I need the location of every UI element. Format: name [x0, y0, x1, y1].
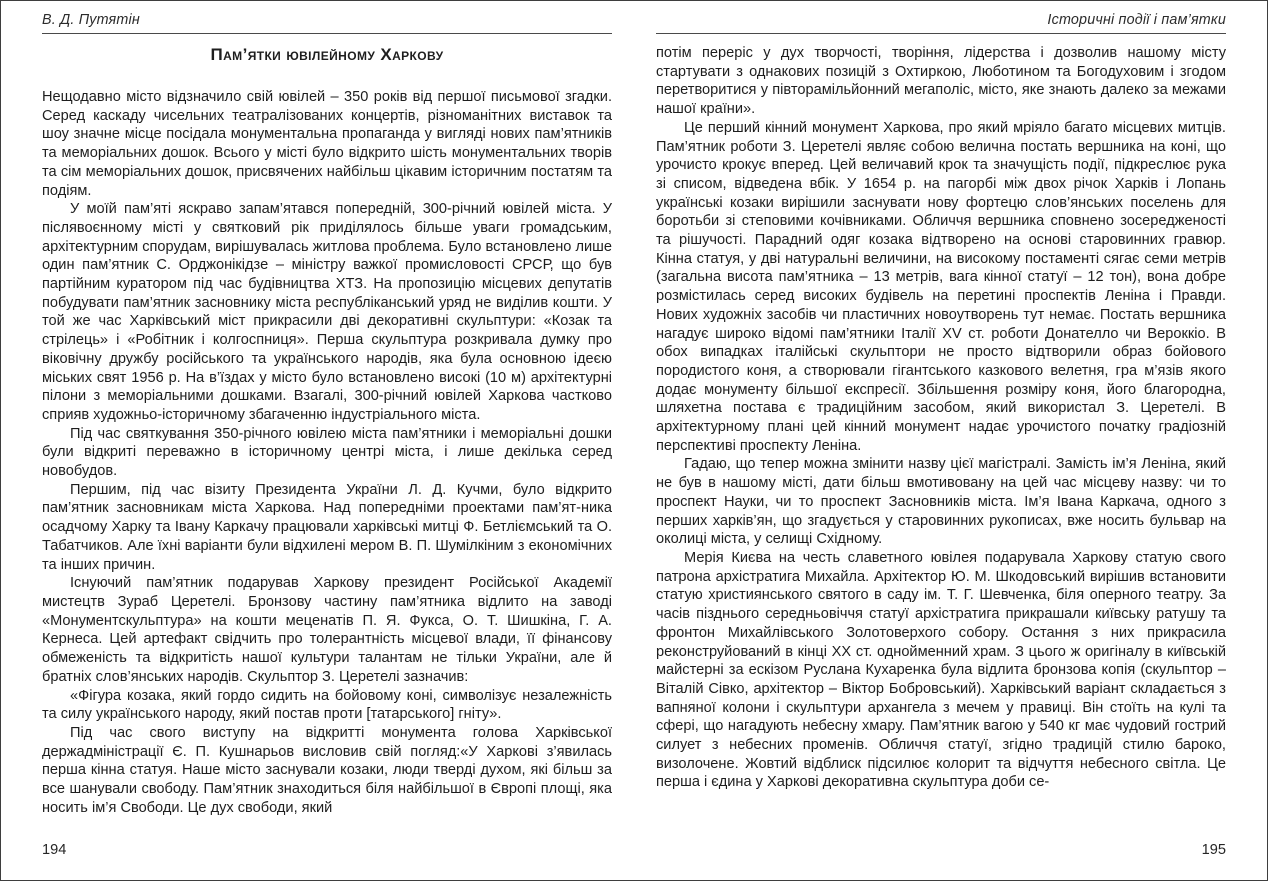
page-number: 195	[1201, 842, 1226, 858]
running-header-author: В. Д. Путятін	[42, 12, 140, 28]
right-page-body	[656, 34, 1226, 842]
page-number: 194	[42, 842, 67, 858]
body-paragraph: Мерія Києва на честь славетного ювілея подарувала Харкову статую свого патрона архістратига Михайла. Архітектор Ю. М. Шкодовський вирішив встановити статую християнського святого в саду ім. Т. Г. Шевченка, біля оперного театру. За часів пізднього середньовіччя статуї архістратига прикрашали київську ратушу та фронтон Михайлівського Золотоверхого собору. Остання з них прикрасила реконструйований в кінці ХХ ст. однойменний храм. З цього ж оригіналу в київській майстерні за ескізом Руслана Кухаренка була відлита бронзова копія (скульптор – Віталій Сівко, архітектор – Віктор Бобровський). Харківський варіант складається з вапняної колони і скульптури архангела з мечем у правиці. Він стоїть на кулі та сфері, що нагадують небесну хмару. Пам’ятник вагою у 540 кг має чудовий гострий силует з небесних променів. Обличчя статуї, згідно традицій стилю бароко, визолочене. Жовтий відблиск підсилює колорит та відчуття небесного світла. Це перша і єдина у Харкові декоративна скульптура доби се-	[656, 549, 1226, 791]
chapter-title: Пам’ятки ювілейному Харкову	[210, 45, 444, 64]
right-page-header	[656, 1, 1226, 34]
body-paragraph: У моїй пам’яті яскраво запам’ятався попередній, 300-річний ювілей міста. У післявоєнному місті у святковий рік приділялось більше уваги громадським, архітектурним спорудам, вирішувалась житлова проблема. Було встановлено лише один пам’ятник С. Орджонікідзе – міністру важкої промисловості СРСР, що був партійним куратором під час будівництва ХТЗ. На пропозицію місцевих депутатів побудувати пам’ятник засновнику міста республіканський уряд не виділив кошти. У той же час Харківський міст прикрасили дві декоративні скульптури: «Козак та стрілець» і «Робітник і колгоспниця». Перша скульптура розкривала думку про віковічну дружбу російського та українського народів, яка була основною ідеєю міських свят 1956 р. На в’їздах у місто було встановлено високі (10 м) архітектурні пілони з меморіальними дошками. Взагалі, 300-річний ювілей Харкова частково сприяв художньо-історичному збагаченню індустріального міста.	[42, 201, 612, 423]
body-paragraph: Гадаю, що тепер можна змінити назву цієї магістралі. Замість ім’я Леніна, який не був в нашому місті, дати більш вмотивовану на цей час місцеву назву: чи то проспект Науки, чи то проспект Засновників міста. Ім’я Івана Каркача, одного з перших харків’ян, що згадується у старовинних рукописах, вже носить бульвар на околиці міста, у селищі Східному.	[656, 456, 1226, 548]
body-paragraph: Це перший кінний монумент Харкова, про який мріяло багато місцевих митців. Пам’ятник роботи З. Церетелі являє собою велична постать вершника на коні, що урочисто крокує вперед. Цей величавий крок та значущість події, підкреслює рука зі списом, відведена вбік. У 1654 р. на пагорбі між двох річок Харків і Лопань українські козаки вирішили заснувати нову фортецю слов’янських поселень для боротьби зі степовими кочівниками. Обличчя вершника сповнено зосередженості та рішучості. Парадний одяг козака відтворено на основі старовинних гравюр. Кінна статуя, у дві натуральні величини, на високому постаменті сягає семи метрів (загальна висота пам’ятника – 13 метрів, вага кінної статуї – 12 тон), вона добре розмістилась серед високих будівель на перетині проспектів Леніна і Правди. Нових художніх засобів чи пластичних новоутворень тут немає. Постать вершника нагадує широко відомі пам’ятники Італії XV ст. роботи Донателло чи Вероккіо. В обох випадках італійські скульптори не просто відтворили образ бойового породистого коня, а створювали гігантського казкового велетня, гра м’язів якого додає монументу більшої експресії. Збільшення розміру коня, його благородна, шляхетна постава є традиційним засобом, який використал З. Церетелі. В архітектурному плані цей кінний монумент надає урочистого початку градіозній перспективі проспекту Леніна.	[656, 119, 1226, 454]
left-page-footer	[42, 842, 612, 880]
right-page	[656, 1, 1226, 880]
body-paragraph: Під час свого виступу на відкритті монумента голова Харківської держадміністрації Є. П. Кушнарьов висловив свій погляд:«У Харкові з’явилась перша кінна статуя. Наше місто заснували козаки, люди тверді духом, які більш за все шанували свободу. Пам’ятник знаходиться біля найбільшої в Європі площі, яка носить ім’я Свободи. Це дух свободи, який	[42, 724, 612, 816]
body-paragraph: потім переріс у дух творчості, творіння, лідерства і дозволив нашому місту стартувати з однакових позицій з Охтиркою, Люботином та Богодуховим і згодом перетворитися у півторамільйонний мегаполіс, місто, яке знають далеко за межами нашої країни».	[656, 45, 1226, 118]
running-header-section: Історичні події і пам’ятки	[1047, 12, 1226, 28]
quote-paragraph: «Фігура козака, який гордо сидить на бойовому коні, символізує незалежність та силу українського народу, який постав проти [татарського] гніту».	[42, 687, 612, 723]
body-paragraph: Нещодавно місто відзначило свій ювілей – 350 років від першої письмової згадки. Серед каскаду чисельних театралізованих концертів, різноманітних виставок та шоу значне місце посідала монументальна пропаганда у вигляді нових пам’ятників та меморіальних дошок. Всього у місті було відкрито шість монументальних творів та сім меморіальних дошок, присвячених найбільш цікавим історичним постатям та подіям.	[42, 89, 612, 199]
right-page-footer	[656, 842, 1226, 880]
left-page-header	[42, 1, 612, 34]
body-paragraph: Під час святкування 350-річного ювілею міста пам’ятники і меморіальні дошки були відкриті переважно в історичному центрі міста, і лише декілька серед новобудов.	[42, 425, 612, 480]
body-paragraph: Першим, під час візиту Президента України Л. Д. Кучми, було відкрито пам’ятник засновникам міста Харкова. Над попередніми проектами пам’ят-ника осадчому Харку та Івану Каркачу працювали харківські митці Ф. Бетліємський та О. Табатчиков. Але їхні варіанти були відхилені мером В. П. Шумілкіним з економічних та інших причин.	[42, 481, 612, 573]
left-page	[42, 1, 612, 880]
left-page-body	[42, 88, 612, 842]
body-paragraph: Існуючий пам’ятник подарував Харкову президент Російської Академії мистецтв Зураб Церетелі. Бронзову частину пам’ятника відлито на заводі «Монументскульптура» на кошти меценатів П. Я. Фукса, О. Т. Шишкіна, Г. А. Кернеса. Цей артефакт свідчить про толерантність місцевої влади, її фінансову обмеженість та відкритість нашої культури талантам не тільки України, але й братніх слов’янських народів. Скульптор З. Церетелі зазначив:	[42, 575, 612, 685]
